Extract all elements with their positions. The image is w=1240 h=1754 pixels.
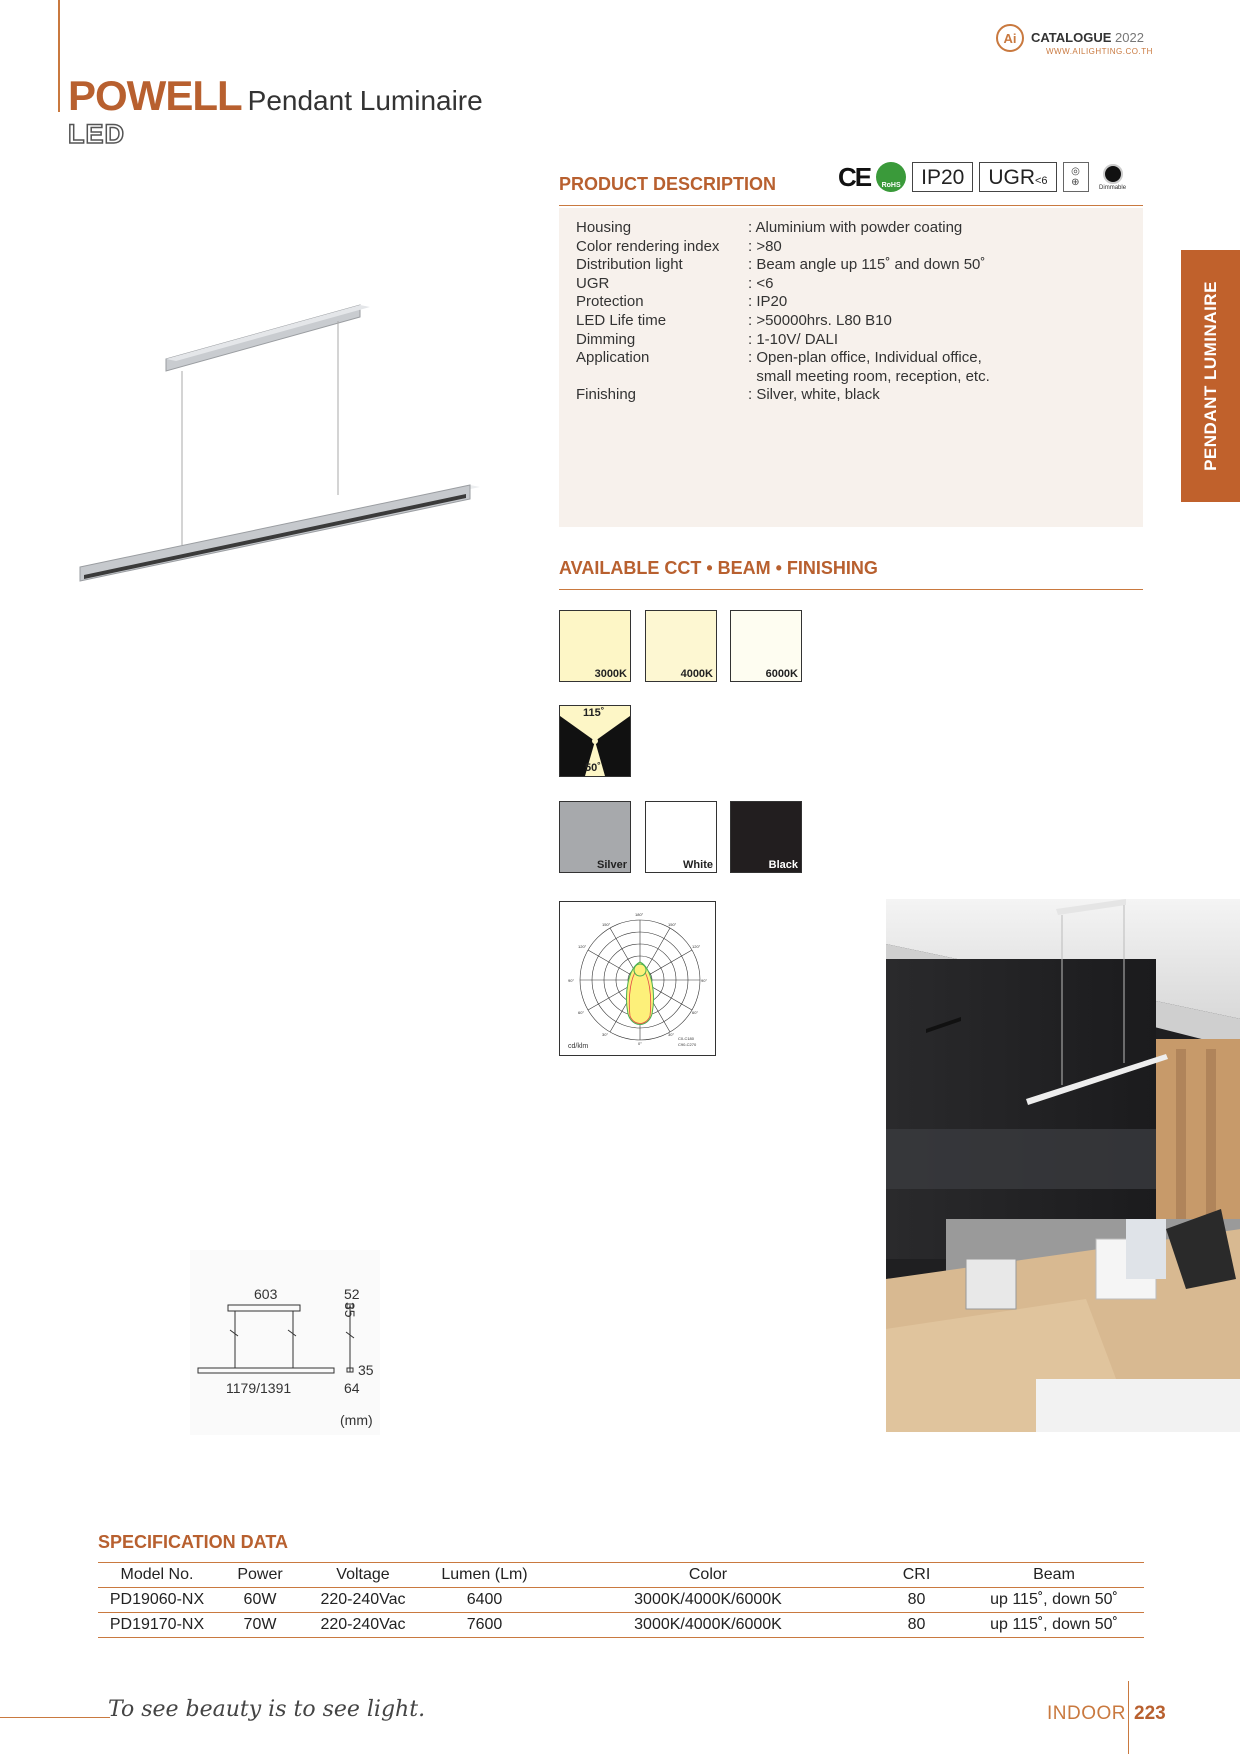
ip-rating-badge: IP20 — [912, 162, 973, 192]
dimension-right-bottom: 35 — [358, 1362, 374, 1378]
driver-icon: ◎ ⊕ — [1063, 162, 1089, 192]
dimension-top-width: 603 — [254, 1286, 278, 1302]
footer-tagline: To see beauty is to see light. — [108, 1697, 426, 1722]
cct-swatch-3000k: 3000K — [559, 610, 631, 682]
polar-unit: cd/klm — [568, 1043, 589, 1050]
description-row — [576, 275, 990, 294]
spec-cell: 6400 — [466, 1591, 503, 1608]
polar-legend-c0: C0-C180 — [678, 1036, 695, 1041]
description-label: Distribution light — [576, 256, 683, 274]
description-row — [576, 293, 990, 312]
beam-up-label: 115˚ — [583, 707, 605, 719]
spec-column-header: Color — [688, 1566, 728, 1583]
spec-header-row — [98, 1563, 1144, 1588]
description-value: : Open-plan office, Individual office, — [748, 349, 982, 367]
footer-rule — [0, 1717, 110, 1718]
spec-cell: PD19060-NX — [109, 1591, 205, 1608]
catalogue-logo: Ai — [996, 24, 1024, 52]
office-photo — [886, 899, 1240, 1432]
polar-angle-label: 120° — [692, 944, 701, 949]
spec-row — [98, 1588, 1144, 1613]
description-label: LED Life time — [576, 311, 667, 329]
title-rule — [58, 0, 60, 112]
product-type: Pendant Luminaire — [247, 85, 483, 116]
spec-cell: 7600 — [466, 1616, 503, 1633]
cct-swatch-6000k: 6000K — [730, 610, 802, 682]
description-row — [576, 238, 990, 257]
description-value: : Aluminium with powder coating — [748, 219, 963, 236]
catalogue-title: CATALOGUE 2022 — [1031, 30, 1144, 45]
polar-angle-label: 60° — [578, 1010, 585, 1015]
spec-cell: PD19170-NX — [109, 1616, 205, 1633]
spec-cell: 80 — [907, 1591, 926, 1608]
description-value: : Beam angle up 115˚ and down 50˚ — [748, 256, 986, 274]
polar-angle-label: 60° — [692, 1010, 699, 1015]
description-label: Finishing — [576, 386, 637, 404]
description-row — [576, 256, 990, 275]
description-label — [576, 368, 748, 387]
dimension-drawing — [190, 1250, 380, 1435]
description-box — [559, 208, 1143, 527]
ugr-badge: UGR<6 — [979, 162, 1056, 192]
dimension-bottom-height: 64 — [344, 1380, 360, 1396]
spec-column-header: Beam — [1033, 1566, 1075, 1583]
beam-angle-icon — [559, 705, 631, 777]
specification-heading: SPECIFICATION DATA — [98, 1532, 288, 1552]
product-name: POWELL — [68, 72, 242, 119]
description-label: Protection — [576, 293, 644, 311]
spec-cell: 70W — [243, 1616, 277, 1633]
dimmable-label: Dimmable — [1099, 184, 1127, 191]
section-rule — [559, 589, 1143, 590]
polar-angle-label: 0° — [638, 1041, 642, 1046]
spec-cell: 220-240Vac — [320, 1616, 406, 1633]
polar-diagram — [559, 901, 716, 1056]
section-rule — [559, 205, 1143, 206]
description-table — [576, 219, 990, 405]
polar-angle-label: 150° — [602, 922, 611, 927]
description-row — [576, 349, 990, 368]
description-value: : IP20 — [748, 293, 788, 311]
description-row — [576, 312, 990, 331]
led-badge: LED — [68, 119, 125, 149]
page-title — [68, 72, 483, 120]
finish-swatch-black: Black — [730, 801, 802, 873]
spec-cell: up 115˚, down 50˚ — [990, 1591, 1118, 1608]
product-description-heading: PRODUCT DESCRIPTION — [559, 174, 777, 194]
description-value: : <6 — [748, 274, 774, 292]
spec-cell: up 115˚, down 50˚ — [990, 1616, 1118, 1633]
footer-separator — [1128, 1681, 1129, 1754]
spec-cell: 3000K/4000K/6000K — [634, 1616, 782, 1633]
spec-cell: 220-240Vac — [320, 1591, 406, 1608]
finish-swatch-silver: Silver — [559, 801, 631, 873]
description-label: Color rendering index — [576, 237, 720, 255]
dimension-bottom-width: 1179/1391 — [226, 1380, 292, 1396]
spec-cell: 3000K/4000K/6000K — [634, 1591, 782, 1608]
description-label: UGR — [576, 274, 610, 292]
spec-column-header: Power — [237, 1566, 283, 1583]
certification-icons — [838, 160, 1131, 194]
available-heading: AVAILABLE CCT • BEAM • FINISHING — [559, 558, 878, 578]
spec-column-header: Model No. — [120, 1566, 194, 1583]
polar-angle-label: 90° — [701, 978, 708, 983]
cct-swatch-4000k: 4000K — [645, 610, 717, 682]
description-label: Housing — [576, 219, 632, 236]
description-label: Dimming — [576, 330, 636, 348]
description-value: small meeting room, reception, etc. — [748, 367, 990, 385]
polar-angle-label: 120° — [578, 944, 587, 949]
dimension-unit: (mm) — [340, 1412, 373, 1428]
side-tab — [1181, 250, 1240, 502]
spec-column-header: Voltage — [336, 1566, 390, 1583]
beam-down-label: 50˚ — [585, 762, 601, 774]
polar-angle-label: 30° — [668, 1032, 675, 1037]
description-row — [576, 368, 990, 387]
spec-cell: 80 — [907, 1616, 926, 1633]
polar-angle-label: 30° — [602, 1032, 609, 1037]
spec-column-header: Lumen (Lm) — [441, 1566, 528, 1583]
description-value: : >50000hrs. L80 B10 — [748, 311, 892, 329]
polar-angle-label: 180° — [635, 912, 644, 917]
spec-row — [98, 1613, 1144, 1638]
description-value: : 1-10V/ DALI — [748, 330, 839, 348]
description-label: Application — [576, 349, 650, 367]
catalogue-url: WWW.AILIGHTING.CO.TH — [1046, 47, 1153, 56]
rohs-icon: RoHS — [876, 162, 906, 192]
dimension-right-top: 52 — [344, 1286, 360, 1302]
description-value: : Silver, white, black — [748, 386, 880, 404]
ce-icon: CE — [838, 161, 871, 192]
finish-swatch-white: White — [645, 801, 717, 873]
dimmable-indicator — [1095, 164, 1131, 191]
polar-legend-c90: C90-C270 — [678, 1042, 697, 1047]
polar-angle-label: 150° — [668, 922, 677, 927]
polar-angle-label: 90° — [568, 978, 575, 983]
page-number: 223 — [1134, 1703, 1166, 1724]
footer-section: INDOOR — [1047, 1703, 1126, 1724]
description-row — [576, 386, 990, 405]
description-value: : >80 — [748, 237, 782, 255]
specification-table — [98, 1562, 1144, 1638]
dimension-right-side: 35 — [342, 1302, 358, 1318]
product-illustration — [70, 295, 490, 600]
description-row — [576, 331, 990, 350]
description-row — [576, 219, 990, 238]
dimmable-icon — [1103, 164, 1123, 184]
spec-column-header: CRI — [902, 1566, 931, 1583]
spec-cell: 60W — [243, 1591, 277, 1608]
side-tab-label: PENDANT LUMINAIRE — [1201, 281, 1220, 471]
